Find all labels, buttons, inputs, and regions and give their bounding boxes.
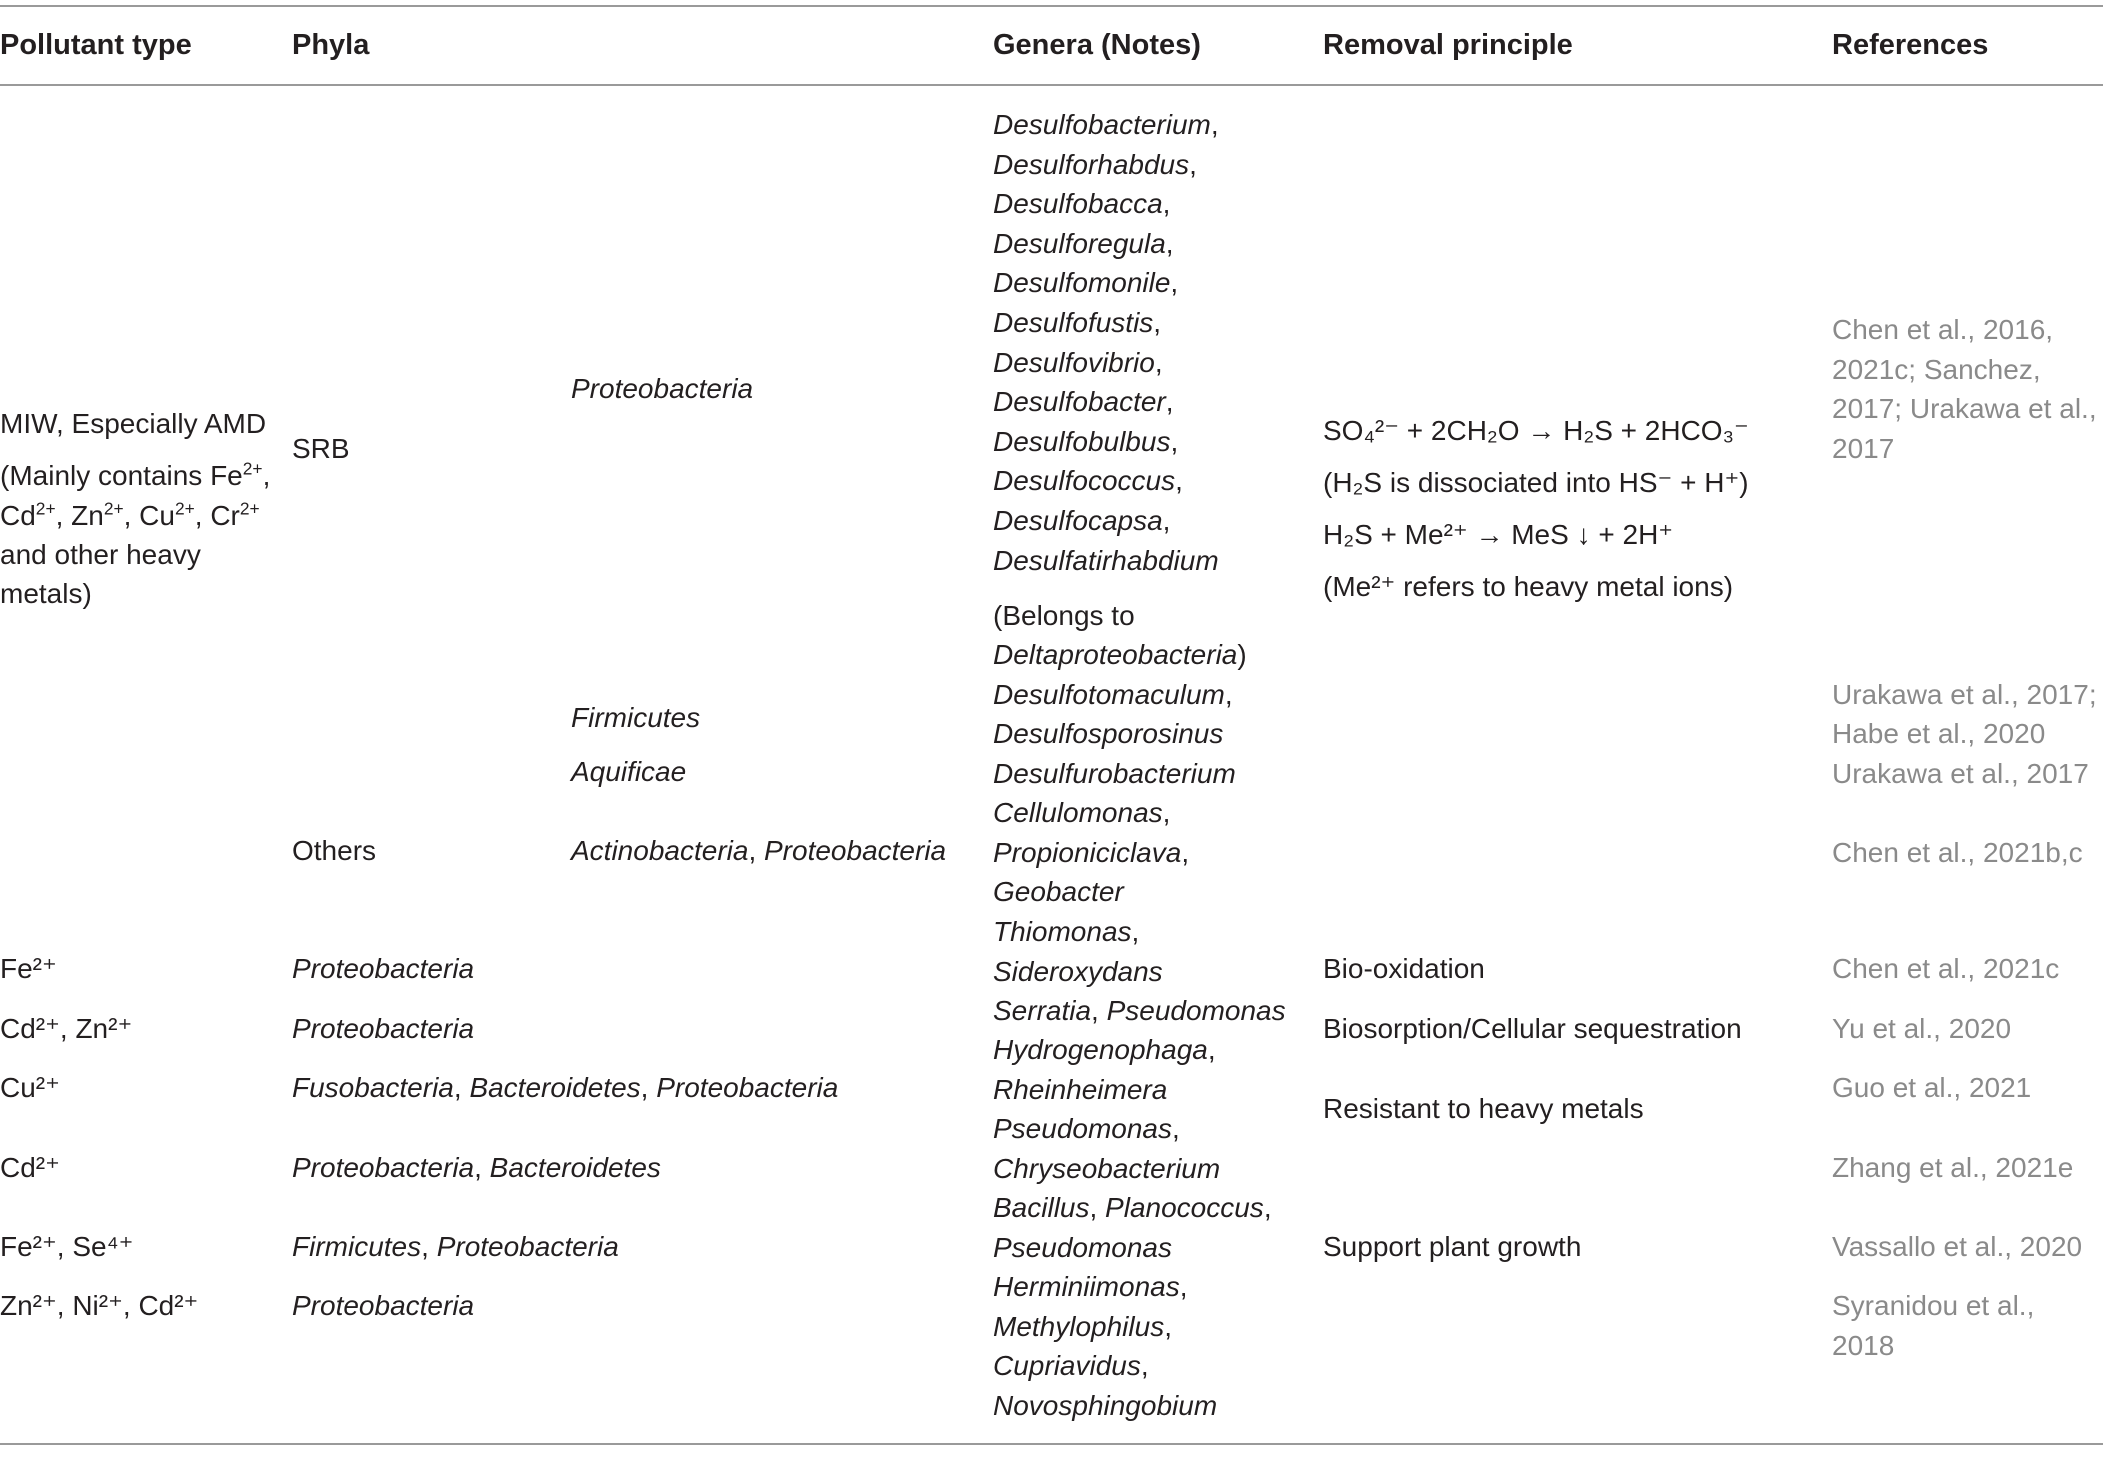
row-phyla: Firmicutes, Proteobacteria (292, 1231, 619, 1262)
row-reference: 2018 (1832, 1329, 1895, 1361)
genus-desulfotomaculum: Desulfotomaculum, (993, 679, 1233, 710)
genus-geobacter: Geobacter (993, 876, 1124, 907)
header-bottom-rule (0, 84, 2103, 86)
row-phyla: Fusobacteria, Bacteroidetes, Proteobacteria (292, 1072, 839, 1103)
row-genus-line: Pseudomonas, (993, 1113, 1180, 1144)
row-genus-line: Pseudomonas (993, 1231, 1173, 1263)
table-bottom-rule (0, 1443, 2103, 1445)
pollutant-miw-line4: and other heavy (0, 539, 201, 570)
row-removal-principle: Bio-oxidation (1323, 953, 1485, 984)
genus-desulfurobacterium: Desulfurobacterium (993, 758, 1236, 789)
equation-h2s-dissociation-note: (H₂S is dissociated into HS⁻ + H⁺) (1323, 467, 1749, 498)
row-genus-line: Novosphingobium (993, 1389, 1218, 1421)
pollutant-miw-line5: metals) (0, 578, 92, 609)
belongs-note-line1: (Belongs to (993, 600, 1135, 631)
row-genus-line: Serratia, Pseudomonas (993, 995, 1286, 1026)
ref-firmicutes-line1: Urakawa et al., 2017; (1832, 679, 2097, 710)
pollutant-miw-line3: $Cd^{2+}$, $Zn^{2+}$, $Cu^{2+}$, $Cr^{2+}$ (0, 498, 260, 531)
row-removal-principle: Biosorption/Cellular sequestration (1323, 1013, 1742, 1044)
header-pollutant-type: Pollutant type (0, 29, 192, 61)
header-genera: Genera (Notes) (993, 29, 1201, 61)
ref-others: Chen et al., 2021b,c (1832, 837, 2083, 868)
row-phyla: Proteobacteria, Bacteroidetes (292, 1152, 661, 1183)
row-reference: Vassallo et al., 2020 (1832, 1231, 2083, 1262)
principle-resistant: Resistant to heavy metals (1323, 1093, 1644, 1124)
pollutant-miw-line2: (Mainly contains $Fe^{2+}$, (0, 458, 271, 491)
subphylum-actinobacteria-proteobacteria: Actinobacteria, Proteobacteria (571, 835, 947, 866)
equation-me-note: (Me²⁺ refers to heavy metal ions) (1323, 571, 1734, 602)
equation-metal-sulfide: H₂S + Me²⁺ → MeS ↓ + 2H⁺ (1323, 519, 1674, 550)
row-genus-line: Methylophilus, (993, 1310, 1172, 1342)
pollutant-miw-line1: MIW, Especially AMD (0, 408, 267, 439)
ref-srb-proteo-line4: 2017 (1832, 433, 1895, 464)
srb-genus-item: Desulfomonile, (993, 267, 1179, 299)
srb-genus-item: Desulfovibrio, (993, 346, 1163, 378)
srb-genus-item: Desulforhabdus, (993, 148, 1197, 180)
ref-srb-proteo-line3: 2017; Urakawa et al., (1832, 393, 2097, 424)
ref-aquificae: Urakawa et al., 2017 (1832, 758, 2089, 789)
row-pollutant: Zn²⁺, Ni²⁺, Cd²⁺ (0, 1290, 199, 1321)
equation-sulfate-reduction: SO₄²⁻ + 2CH₂O → H₂S + 2HCO₃⁻ (1323, 415, 1749, 446)
row-pollutant: Cd²⁺, Zn²⁺ (0, 1013, 133, 1044)
srb-genus-item: Desulfatirhabdium (993, 544, 1219, 576)
ref-srb-proteo-line1: Chen et al., 2016, (1832, 314, 2054, 345)
row-reference: Guo et al., 2021 (1832, 1072, 2032, 1103)
row-genus-line: Rheinheimera (993, 1073, 1168, 1105)
row-removal-principle: Support plant growth (1323, 1231, 1582, 1262)
srb-genus-item: Desulforegula, (993, 227, 1174, 259)
srb-genus-item: Desulfobulbus, (993, 425, 1179, 457)
belongs-note-line2: Deltaproteobacteria) (993, 639, 1247, 670)
genus-desulfosporosinus: Desulfosporosinus (993, 718, 1224, 749)
header-removal-principle: Removal principle (1323, 29, 1573, 61)
row-genus-line: Herminiimonas, (993, 1271, 1188, 1302)
row-reference: Syranidou et al., (1832, 1290, 2035, 1321)
srb-genus-item: Desulfococcus, (993, 465, 1183, 497)
row-pollutant: Fe²⁺ (0, 953, 57, 984)
row-genus-line: Bacillus, Planococcus, (993, 1192, 1272, 1223)
row-phyla: Proteobacteria (292, 1013, 475, 1044)
srb-genus-item: Desulfofustis, (993, 307, 1162, 338)
srb-genus-item: Desulfobacca, (993, 188, 1171, 220)
row-pollutant: Cd²⁺ (0, 1152, 60, 1183)
srb-genus-item: Desulfobacter, (993, 386, 1174, 418)
genus-cellulomonas: Cellulomonas, (993, 797, 1171, 828)
row-genus-line: Chryseobacterium (993, 1152, 1221, 1184)
row-pollutant: Cu²⁺ (0, 1072, 60, 1103)
row-reference: Chen et al., 2021c (1832, 953, 2060, 984)
row-genus-line: Thiomonas, (993, 916, 1140, 947)
subphylum-firmicutes: Firmicutes (571, 702, 701, 733)
phyla-srb: SRB (292, 433, 350, 464)
ref-firmicutes-line2: Habe et al., 2020 (1832, 718, 2046, 749)
row-reference: Yu et al., 2020 (1832, 1013, 2012, 1044)
row-reference: Zhang et al., 2021e (1832, 1152, 2074, 1183)
genus-propioniciclava: Propioniciclava, (993, 837, 1190, 868)
row-genus-line: Sideroxydans (993, 955, 1163, 987)
row-pollutant: Fe²⁺, Se⁴⁺ (0, 1231, 134, 1262)
subphylum-aquificae: Aquificae (571, 756, 687, 787)
srb-genus-item: Desulfobacterium, (993, 109, 1219, 140)
row-phyla: Proteobacteria (292, 1290, 475, 1321)
header-phyla: Phyla (292, 29, 370, 61)
row-genus-line: Cupriavidus, (993, 1350, 1149, 1382)
row-genus-line: Hydrogenophaga, (993, 1034, 1216, 1065)
table-top-rule (0, 5, 2103, 7)
phyla-others: Others (292, 835, 377, 866)
subphylum-proteobacteria: Proteobacteria (571, 373, 754, 404)
header-references: References (1832, 29, 1989, 61)
row-phyla: Proteobacteria (292, 953, 475, 984)
srb-genus-item: Desulfocapsa, (993, 505, 1171, 536)
ref-srb-proteo-line2: 2021c; Sanchez, (1832, 354, 2041, 385)
